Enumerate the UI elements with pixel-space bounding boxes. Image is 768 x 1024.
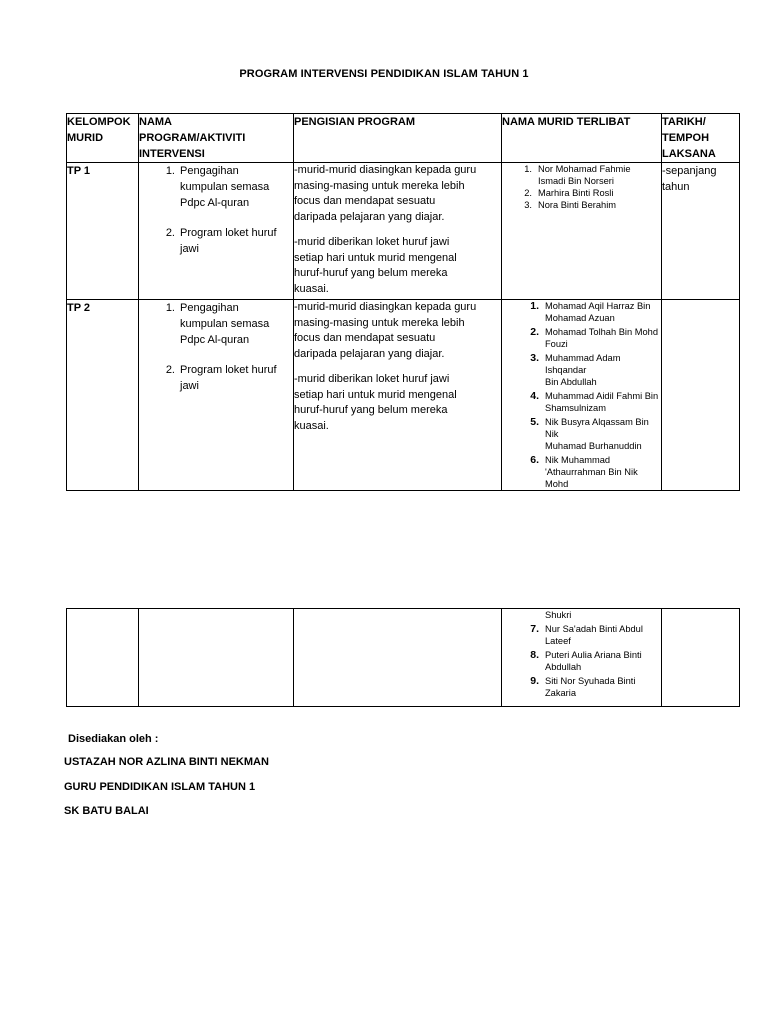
pengisian-paragraph <box>294 235 501 297</box>
program-line: jawi <box>180 243 199 255</box>
student-name-line: Mohamad Azuan <box>545 313 615 323</box>
student-name <box>545 675 661 699</box>
document-title: PROGRAM INTERVENSI PENDIDIKAN ISLAM TAHUN 1 <box>239 68 529 80</box>
student-item <box>502 609 661 621</box>
pengisian-line: setiap hari untuk murid mengenal <box>294 388 457 401</box>
student-number: 9. <box>530 675 539 687</box>
pengisian-line: -murid-murid diasingkan kepada guru <box>294 164 477 176</box>
student-name-line: Siti Nor Syuhada Binti <box>545 676 636 686</box>
student-name-line: Muhammad Adam Ishqandar <box>545 353 621 375</box>
student-number: 2. <box>524 188 532 198</box>
student-item <box>502 326 661 350</box>
student-name-line: 'Athaurrahman Bin Nik Mohd <box>545 467 638 489</box>
program-text <box>180 225 293 257</box>
pengisian-line: focus dan mendapat sesuatu <box>294 332 436 344</box>
student-name-line: Mohamad Aqil Harraz Bin <box>545 301 651 311</box>
header-nama-program-line: NAMA <box>139 116 172 128</box>
header-tarikh <box>662 114 740 163</box>
program-item <box>139 362 293 394</box>
program-item <box>139 300 293 348</box>
student-name <box>545 649 661 673</box>
program-line: kumpulan semasa <box>180 181 270 193</box>
student-name <box>545 623 661 647</box>
pengisian-line: masing-masing untuk mereka lebih <box>294 179 465 192</box>
student-item <box>502 187 661 199</box>
student-number: 7. <box>530 623 539 635</box>
tarikh-cell <box>662 300 740 491</box>
pengisian-line: daripada pelajaran yang diajar. <box>294 210 445 223</box>
student-name-line: Fouzi <box>545 339 568 349</box>
student-number: 1. <box>530 300 539 312</box>
student-name-line: Lateef <box>545 636 571 646</box>
student-name-line: Bin Abdullah <box>545 377 597 387</box>
header-kelompok-line: MURID <box>67 132 104 144</box>
pengisian-line: kuasai. <box>294 419 329 432</box>
student-item <box>502 300 661 324</box>
program-number: 2. <box>165 364 175 376</box>
header-nama-program-line: PROGRAM/AKTIVITI <box>139 132 246 144</box>
student-name <box>545 609 661 621</box>
program-line: jawi <box>180 380 199 392</box>
pengisian-line: -murid-murid diasingkan kepada guru <box>294 301 477 313</box>
student-number: 4. <box>530 390 539 402</box>
student-name-line: Shamsulnizam <box>545 403 606 413</box>
program-line: Pdpc Al-quran <box>180 197 250 209</box>
program-line: kumpulan semasa <box>180 318 270 330</box>
student-name <box>545 416 661 452</box>
header-tarikh-line: TARIKH/ <box>662 116 706 128</box>
program-number: 1. <box>165 165 175 177</box>
group-cell <box>67 609 139 707</box>
student-number: 8. <box>530 649 539 661</box>
student-number: 3. <box>524 200 532 210</box>
program-item <box>139 163 293 211</box>
student-name <box>545 326 661 350</box>
table-row <box>67 609 740 707</box>
student-name-line: Puteri Aulia Ariana Binti <box>545 650 642 660</box>
program-cell <box>139 300 294 491</box>
program-line: Pdpc Al-quran <box>180 334 250 346</box>
student-number: 1. <box>524 164 532 174</box>
pengisian-line: kuasai. <box>294 282 329 295</box>
program-line: Pengagihan <box>180 165 239 177</box>
tarikh-line: -sepanjang <box>662 165 717 177</box>
preparer-position: GURU PENDIDIKAN ISLAM TAHUN 1 <box>64 781 256 793</box>
student-number <box>502 609 545 621</box>
student-name <box>545 300 661 324</box>
program-text <box>180 300 293 348</box>
student-name <box>538 199 661 211</box>
program-line: Program loket huruf <box>180 364 277 376</box>
pengisian-paragraph <box>294 372 501 434</box>
pengisian-line: setiap hari untuk murid mengenal <box>294 251 457 264</box>
pengisian-cell <box>294 609 502 707</box>
header-kelompok-line: KELOMPOK <box>67 116 131 128</box>
student-item <box>502 163 661 187</box>
header-pengisian <box>294 114 502 163</box>
tarikh-cell <box>662 609 740 707</box>
header-pengisian-line: PENGISIAN PROGRAM <box>294 116 416 128</box>
program-item <box>139 225 293 257</box>
header-tarikh-line: TEMPOH <box>662 132 710 144</box>
student-name <box>538 187 661 199</box>
student-name <box>545 352 661 388</box>
student-item <box>502 352 661 388</box>
table-header-row <box>67 114 740 163</box>
students-cell <box>502 609 662 707</box>
student-name-line: Mohamad Tolhah Bin Mohd <box>545 327 659 337</box>
student-name-line: Nik Busyra Alqassam Bin Nik <box>545 417 649 439</box>
student-item <box>502 675 661 699</box>
student-name-line: Nor Mohamad Fahmie <box>538 164 631 174</box>
tarikh-line: tahun <box>662 181 690 193</box>
student-number: 5. <box>530 416 539 428</box>
school-name: SK BATU BALAI <box>64 805 149 817</box>
program-number: 2. <box>165 227 175 239</box>
pengisian-paragraph <box>294 163 501 225</box>
pengisian-line: -murid diberikan loket huruf jawi <box>294 236 450 248</box>
student-name-line: Ismadi Bin Norseri <box>538 176 614 186</box>
student-name-line: Muhamad Burhanuddin <box>545 441 642 451</box>
pengisian-line: focus dan mendapat sesuatu <box>294 195 436 207</box>
student-name-line: Zakaria <box>545 688 577 698</box>
student-name-line: Muhammad Aidil Fahmi Bin <box>545 391 659 401</box>
group-cell: TP 2 <box>67 300 139 491</box>
prepared-by-label: Disediakan oleh : <box>68 733 159 745</box>
student-item <box>502 649 661 673</box>
pengisian-cell <box>294 163 502 300</box>
pengisian-line: daripada pelajaran yang diajar. <box>294 347 445 360</box>
student-name-line: Nik Muhammad <box>545 455 611 465</box>
pengisian-line: huruf-huruf yang belum mereka <box>294 267 448 279</box>
preparer-name: USTAZAH NOR AZLINA BINTI NEKMAN <box>64 756 269 768</box>
student-number: 3. <box>530 352 539 364</box>
student-item <box>502 199 661 211</box>
tarikh-cell <box>662 163 740 300</box>
program-text <box>180 362 293 394</box>
table-row <box>67 163 740 300</box>
student-name-line: Abdullah <box>545 662 582 672</box>
student-name-line: Marhira Binti Rosli <box>538 188 614 198</box>
header-murid-terlibat <box>502 114 662 163</box>
student-name-line: Shukri <box>545 610 572 620</box>
table-row <box>67 300 740 491</box>
header-nama-program-line: INTERVENSI <box>139 148 205 160</box>
student-number: 6. <box>530 454 539 466</box>
student-item <box>502 416 661 452</box>
header-kelompok <box>67 114 139 163</box>
student-name <box>538 163 661 187</box>
student-name <box>545 390 661 414</box>
student-number: 2. <box>530 326 539 338</box>
program-text <box>180 163 293 211</box>
pengisian-line: -murid diberikan loket huruf jawi <box>294 373 450 385</box>
header-murid-line: NAMA MURID TERLIBAT <box>502 116 631 128</box>
student-name-line: Nur Sa'adah Binti Abdul <box>545 624 643 634</box>
header-nama-program <box>139 114 294 163</box>
program-line: Program loket huruf <box>180 227 277 239</box>
program-line: Pengagihan <box>180 302 239 314</box>
header-tarikh-line: LAKSANA <box>662 148 716 160</box>
group-cell: TP 1 <box>67 163 139 300</box>
student-item <box>502 454 661 490</box>
students-cell <box>502 300 662 491</box>
student-name-line: Nora Binti Berahim <box>538 200 617 210</box>
pengisian-cell <box>294 300 502 491</box>
student-item <box>502 623 661 647</box>
pengisian-line: masing-masing untuk mereka lebih <box>294 316 465 329</box>
program-number: 1. <box>165 302 175 314</box>
student-item <box>502 390 661 414</box>
student-name <box>545 454 661 490</box>
intervention-table <box>66 113 740 491</box>
pengisian-line: huruf-huruf yang belum mereka <box>294 404 448 416</box>
program-cell <box>139 163 294 300</box>
program-cell <box>139 609 294 707</box>
intervention-table-continued <box>66 608 740 707</box>
pengisian-paragraph <box>294 300 501 362</box>
students-cell <box>502 163 662 300</box>
